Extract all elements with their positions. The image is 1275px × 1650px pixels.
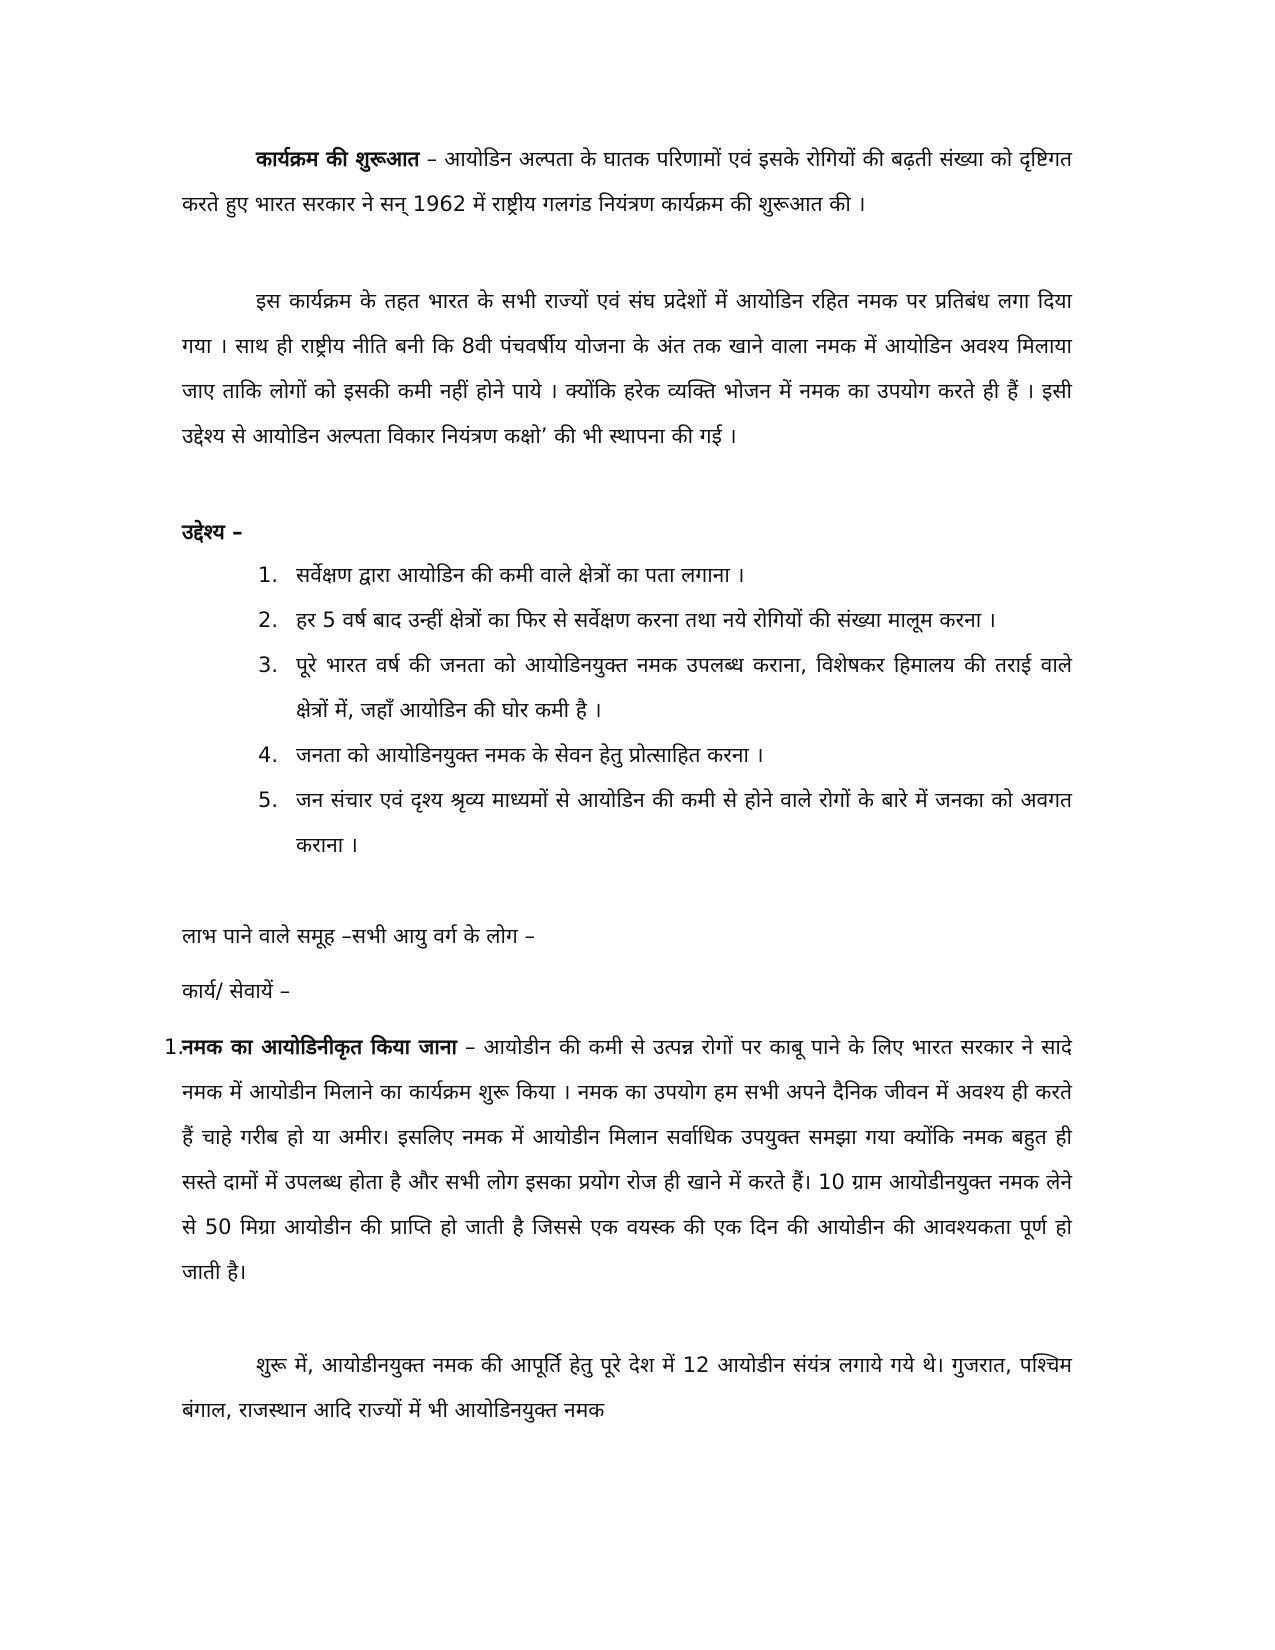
list-item-number: 5.	[258, 788, 279, 812]
objectives-list	[258, 553, 1072, 868]
list-item-number: 2.	[258, 608, 279, 632]
list-item-number: 1.	[258, 563, 279, 587]
list-item	[258, 778, 1072, 868]
program-details-text: इस कार्यक्रम के तहत भारत के सभी राज्यों एवं संघ प्रदेशों में आयोडिन रहित नमक पर प्रतिबंध लगा दिया गया । साथ ही राष्ट्रीय नीति बनी कि 8वी पंचवर्षीय योजना के अंत तक खाने वाला नमक में आयोडिन अवश्य मिलाया जाए ताकि लोगों को इसकी कमी नहीं होने पाये । क्योंकि हरेक व्यक्ति भोजन में नमक का उपयोग करते ही हैं । इसी उद्देश्य से आयोडिन अल्पता विकार नियंत्रण कक्षो’ की भी स्थापना की गई ।	[182, 289, 1072, 448]
objectives-heading: उद्देश्य –	[182, 520, 243, 544]
paragraph-iodine-plants	[182, 1343, 1072, 1433]
paragraph-program-details	[182, 279, 1072, 459]
list-item-text: पूरे भारत वर्ष की जनता को आयोडिनयुक्त नमक उपलब्ध कराना, विशेषकर हिमालय की तराई वाले क्षेत्रों में, जहॉं आयोडिन की घोर कमी है ।	[296, 653, 1072, 722]
list-item	[258, 598, 1072, 643]
list-item	[258, 733, 1072, 778]
list-item	[258, 553, 1072, 598]
program-start-text: – आयोडिन अल्पता के घातक परिणामों एवं इसके रोगियों की बढ़ती संख्या को दृष्टिगत करते हुए भारत सरकार ने सन् 1962 में राष्ट्रीय गलगंड नियंत्रण कार्यक्रम की शुरूआत की ।	[182, 147, 1072, 216]
program-start-heading: कार्यक्रम की शुरूआत	[256, 147, 420, 171]
list-item-text: हर 5 वर्ष बाद उन्हीं क्षेत्रों का फिर से सर्वेक्षण करना तथा नये रोगियों की संख्या मालूम करना ।	[296, 608, 996, 632]
service-iodization-heading: नमक का आयोडिनीकृत किया जाना	[182, 1035, 457, 1059]
list-item	[258, 643, 1072, 733]
list-item-number: 4.	[258, 743, 279, 767]
list-item-text: सर्वेक्षण द्वारा आयोडिन की कमी वाले क्षेत्रों का पता लगाना ।	[296, 563, 745, 587]
beneficiaries-line: लाभ पाने वाले समूह –सभी आयु वर्ग के लोग –	[182, 924, 535, 948]
service-iodization-paragraph	[164, 1025, 1072, 1295]
service-number: 1.	[164, 1035, 185, 1059]
paragraph-program-start	[182, 137, 1072, 227]
iodine-plants-text: शुरू में, आयोडीनयुक्त नमक की आपूर्ति हेतु पूरे देश में 12 आयोडीन संयंत्र लगाये गये थे। गुजरात, पश्चिम बंगाल, राजस्थान आदि राज्यों में भी आयोडिनयुक्त नमक	[182, 1353, 1072, 1422]
list-item-text: जन संचार एवं दृश्य श्रृव्य माध्यमों से आयोडिन की कमी से होने वाले रोगों के बारे में जनका को अवगत कराना ।	[296, 788, 1072, 857]
list-item-number: 3.	[258, 653, 279, 677]
list-item-text: जनता को आयोडिनयुक्त नमक के सेवन हेतु प्रोत्साहित करना ।	[296, 743, 764, 767]
services-heading: कार्य/ सेवायें –	[182, 979, 291, 1003]
service-iodization-text: – आयोडीन की कमी से उत्पन्न रोगों पर काबू पाने के लिए भारत सरकार ने सादे नमक में आयोडीन मिलाने का कार्यक्रम शुरू किया । नमक का उपयोग हम सभी अपने दैनिक जीवन में अवश्य ही करते हैं चाहे गरीब हो या अमीर। इसलिए नमक में आयोडीन मिलान सर्वाधिक उपयुक्त समझा गया क्योंकि नमक बहुत ही सस्ते दामों में उपलब्ध होता है और सभी लोग इसका प्रयोग रोज ही खाने में करते हैं। 10 ग्राम आयोडीनयुक्त नमक लेने से 50 मिग्रा आयोडीन की प्राप्ति हो जाती है जिससे एक वयस्क की एक दिन की आयोडीन की आवश्यकता पूर्ण हो जाती है।	[182, 1035, 1072, 1284]
